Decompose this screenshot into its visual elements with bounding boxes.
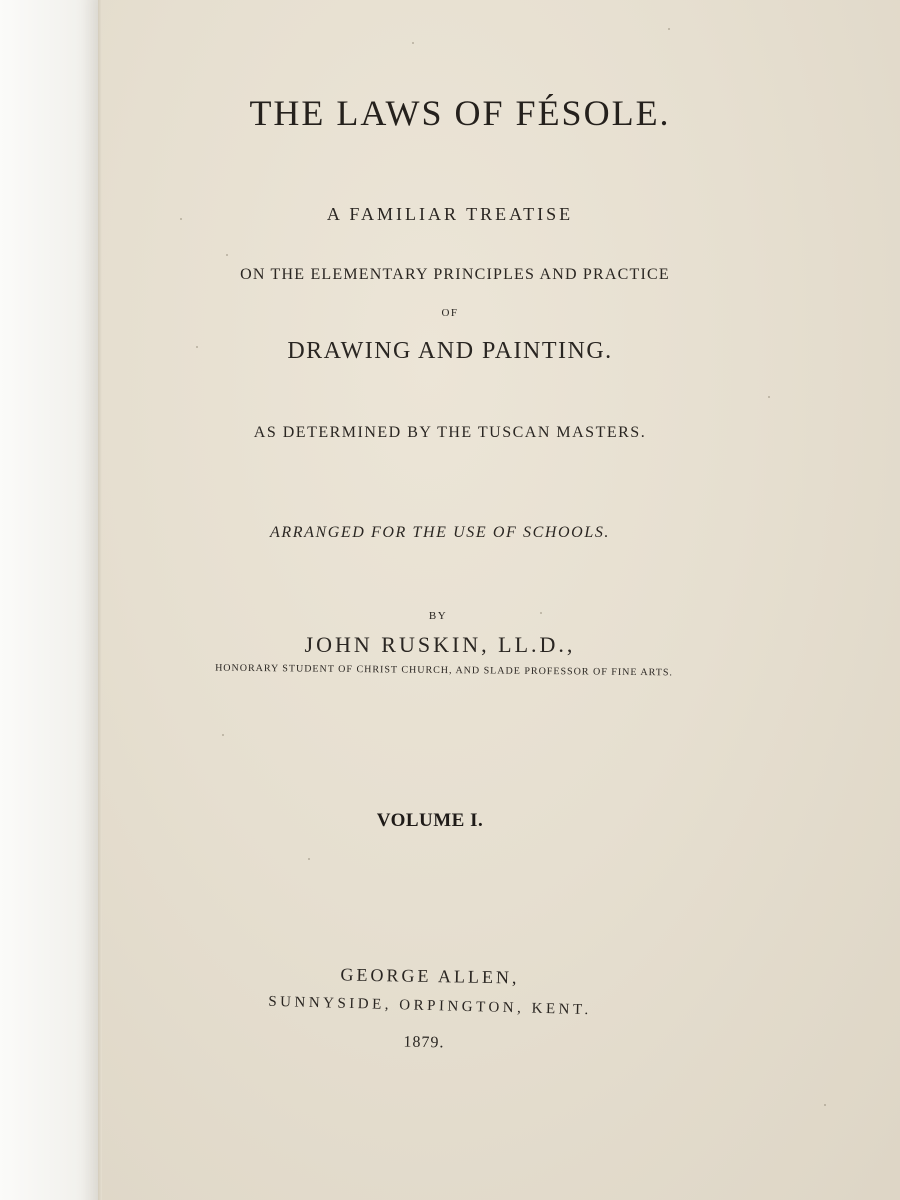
subtitle-tuscan-masters: AS DETERMINED BY THE TUSCAN MASTERS. — [253, 424, 647, 441]
paper-speck — [222, 734, 224, 736]
page-edge-shadow — [98, 0, 102, 1200]
paper-speck — [308, 858, 310, 860]
author-credentials: HONORARY STUDENT OF CHRIST CHURCH, AND SLADE PROFESSOR OF FINE ARTS. — [215, 662, 673, 679]
publisher-address: SUNNYSIDE, ORPINGTON, KENT. — [268, 993, 592, 1019]
paper-speck — [226, 254, 228, 256]
paper-speck — [412, 42, 414, 44]
volume-label: VOLUME I. — [376, 810, 484, 831]
paper-speck — [180, 218, 182, 220]
book-title: THE LAWS OF FÉSOLE. — [249, 93, 671, 133]
paper-speck — [540, 612, 542, 614]
subtitle-drawing-and-painting: DRAWING AND PAINTING. — [287, 338, 613, 364]
paper-speck — [668, 28, 670, 30]
paper-speck — [768, 396, 770, 398]
subtitle-arranged-for-schools: ARRANGED FOR THE USE OF SCHOOLS. — [269, 524, 611, 541]
author-name: JOHN RUSKIN, LL.D., — [304, 632, 576, 657]
subtitle-familiar-treatise: A FAMILIAR TREATISE — [326, 204, 574, 224]
by-label: BY — [428, 610, 448, 622]
subtitle-of: OF — [441, 307, 459, 319]
publisher-name: GEORGE ALLEN, — [340, 964, 520, 988]
paper-speck — [824, 1104, 826, 1106]
paper-speck — [196, 346, 198, 348]
publication-year: 1879. — [403, 1033, 445, 1052]
subtitle-elementary-principles: ON THE ELEMENTARY PRINCIPLES AND PRACTICE — [240, 266, 670, 283]
